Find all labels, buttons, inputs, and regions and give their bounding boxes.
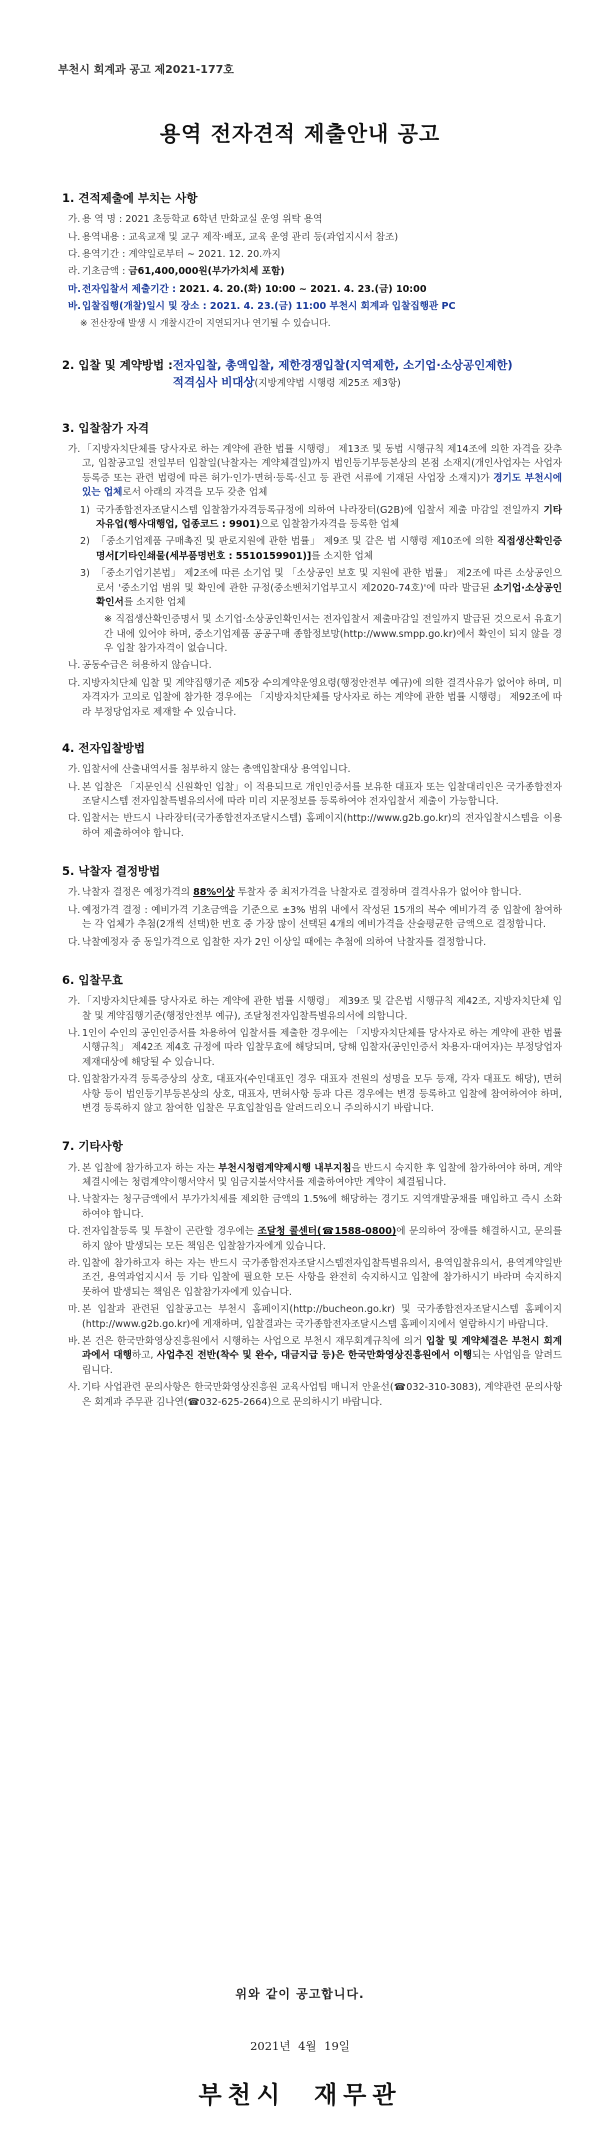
threshold-percent: 88%이상 xyxy=(193,887,235,899)
section-3-title: 3. 입찰참가 자격 xyxy=(62,420,150,435)
s1-item-da: 다. 용역기간 : 계약일로부터 ∼ 2021. 12. 20.까지 xyxy=(68,249,281,261)
s3-sub-3: 3) 「중소기업기본법」 제2조에 따른 소기업 및 「소상공인 보호 및 지원에 관한 법률」 제2조에 따른 소상공인으로서 '중소기업 범위 및 확인에 관한 규정(중소벤처기업부고시 제2020-74호)'에 따라 발급된 소기업·소상공인확인서를 소지한 업체 xyxy=(80,568,562,608)
s4-item-na: 나. 본 입찰은 「지문인식 신원확인 입찰」이 적용되므로 개인인증서를 보유한 대표자 또는 입찰대리인은 국가종합전자조달시스템 전자입찰특별유의서에 따라 미리 지문정보를 등록하여야 전자입찰서 제출이 가능합니다. xyxy=(68,781,562,808)
s5-item-na: 나. 예정가격 결정 : 예비가격 기초금액을 기준으로 ±3% 범위 내에서 작성된 15개의 복수 예비가격 중 입찰에 참여하는 각 업체가 추첨(2개씩 선택)한 번호 중 가장 많이 선택된 4개의 예비가격을 산술평균한 금액으로 결정합니다. xyxy=(68,904,562,931)
s7-item-da: 다. 전자입찰등록 및 투찰이 곤란할 경우에는 조달청 콜센터(☎1588-0800)에 문의하여 장애를 해결하시고, 문의를 하지 않아 발생되는 모든 책임은 입찰참가자에게 있습니다. xyxy=(68,1226,562,1252)
s6-item-ga: 가. 「지방자치단체를 당사자로 하는 계약에 관한 법률 시행령」 제39조 및 같은법 시행규칙 제42조, 지방자치단체 입찰 및 계약집행기준(행정안전부 예규), 조달청전자입찰특별유의서에 의합니다. xyxy=(68,996,562,1022)
section-2-title: 2. 입찰 및 계약방법 : 전자입찰, 총액입찰, 제한경쟁입찰(지역제한, 소기업·소상공인제한) 적격심사 비대상(지방계약법 시행령 제25조 제3항) xyxy=(62,358,513,390)
notice-date: 2021년 4월 19일 xyxy=(250,2039,350,2053)
s3-sub-2: 2) 「중소기업제품 구매촉진 및 판로지원에 관한 법률」 제9조 및 같은 법 시행령 제10조에 의한 직접생산확인증명서[기타인쇄물(세부품명번호 : 5510159901)]를 소지한 업체 xyxy=(80,536,562,562)
s1-item-na: 나. 용역내용 : 교육교재 및 교구 제작·배포, 교육 운영 관리 등(과업지시서 참조) xyxy=(68,231,399,243)
closing-statement: 위와 같이 공고합니다. xyxy=(235,1987,365,2001)
s3-item-na: 나. 공동수급은 허용하지 않습니다. xyxy=(68,660,212,672)
s3-item-da: 다. 지방자치단체 입찰 및 계약집행기준 제5장 수의계약운영요령(행정안전부 예규)에 의한 결격사유가 없어야 하며, 미자격자가 고의로 입찰에 참가한 경우에는 「지방자치단체를 당사자로 하는 계약에 관한 법률 시행령」 제92조에 따라 부정당업자로 제재할 수 있습니다. xyxy=(68,677,562,718)
s1-item-ba: 바. 입찰집행(개찰)일시 및 장소 : 2021. 4. 23.(금) 11:00 부천시 회계과 입찰집행관 PC xyxy=(68,301,456,313)
notice-body xyxy=(62,190,562,1413)
s1-item-ra: 라. 기초금액 : 금61,400,000원(부가가치세 포함) xyxy=(68,266,285,278)
s4-item-ga: 가. 입찰서에 산출내역서를 첨부하지 않는 총액입찰대상 용역입니다. xyxy=(68,764,351,776)
contract-method: 전자입찰, 총액입찰, 제한경쟁입찰(지역제한, 소기업·소상공인제한) xyxy=(172,358,513,373)
notice-number: 부천시 회계과 공고 제2021-177호 xyxy=(58,63,234,76)
s7-item-ga: 가. 본 입찰에 참가하고자 하는 자는 부천시청렴계약제시행 내부지침을 반드시 숙지한 후 입찰에 참가하여야 하며, 계약 체결시에는 청렴계약이행서약서 및 임금지불서약서를 제출하여야만 계약이 체결됩니다. xyxy=(68,1162,562,1189)
s7-item-sa: 사. 기타 사업관련 문의사항은 한국만화영상진흥원 교육사업팀 매니저 안윤선(☎032-310-3083), 계약관련 문의사항은 회계과 주무관 김나연(☎032-625-2664)으로 문의하시기 바랍니다. xyxy=(68,1382,562,1408)
s1-note: ※ 전산장애 발생 시 개찰시간이 지연되거나 연기될 수 있습니다. xyxy=(80,318,331,329)
s7-item-ma: 마. 본 입찰과 관련된 입찰공고는 부천시 홈페이지(http://bucheon.go.kr) 및 국가종합전자조달시스템 홈페이지(http://www.g2b.go.kr)에 게재하며, 입찰결과는 국가종합전자조달시스템 홈페이지에서 열람하시기 바랍니다. xyxy=(68,1304,562,1330)
s6-item-na: 나. 1인이 수인의 공인인증서를 차용하여 입찰서를 제출한 경우에는 「지방자치단체를 당사자로 하는 계약에 관한 법률 시행규칙」 제42조 제4호 규정에 따라 입찰무효에 해당되며, 당해 입찰자(공인인증서 차용자·대여자)는 부정당업자 제재대상에 해당될 수 있습니다. xyxy=(68,1028,562,1068)
section-1-title: 1. 견적제출에 부치는 사항 xyxy=(62,191,198,205)
s7-item-ba: 바. 본 건은 한국만화영상진흥원에서 시행하는 사업으로 부천시 재무회계규칙에 의거 입찰 및 계약체결은 부천시 회계과에서 대행하고, 사업추진 전반(착수 및 완수, 대금지급 등)은 한국만화영상진흥원에서 이행되는 사업임을 알려드립니다. xyxy=(68,1335,562,1376)
callcenter-phone: 조달청 콜센터(☎1588-0800) xyxy=(257,1226,397,1238)
s7-item-na: 나. 낙찰자는 청구금액에서 부가가치세를 제외한 금액의 1.5%에 해당하는 경기도 지역개발공채를 매입하고 즉시 소화하여야 합니다. xyxy=(68,1194,562,1220)
s3-sub-1: 1) 국가종합전자조달시스템 입찰참가자격등록규정에 의하여 나라장터(G2B)에 입찰서 제출 마감일 전일까지 기타자유업(행사대행업, 업종코드 : 9901)으로 입찰참가자격을 등록한 업체 xyxy=(80,504,562,530)
s3-note: ※ 직접생산확인증명서 및 소기업·소상공인확인서는 전자입찰서 제출마감일 전일까지 발급된 것으로서 유효기간 내에 있어야 하며, 중소기업제품 공공구매 종합정보망(http://www.smpp.go.kr)에서 확인이 되지 않을 경우 입찰 참가자격이 없습니다. xyxy=(104,614,562,655)
s1-item-ga: 가. 용 역 명 : 2021 초등학교 6학년 만화교실 운영 위탁 용역 xyxy=(68,214,323,226)
submission-period: 2021. 4. 20.(화) 10:00 ∼ 2021. 4. 23.(금) 10:00 xyxy=(179,283,427,295)
s1-item-ma: 마. 전자입찰서 제출기간 : 2021. 4. 20.(화) 10:00 ∼ 2021. 4. 23.(금) 10:00 xyxy=(68,283,427,295)
page-title: 용역 전자견적 제출안내 공고 xyxy=(159,122,441,146)
s6-item-da: 다. 입찰참가자격 등록증상의 상호, 대표자(수인대표인 경우 대표자 전원의 성명을 모두 등재, 각자 대표도 해당), 면허사항 등이 법인등기부등본상의 상호, 대표자, 면허사항 등과 다른 경우에는 변경 등록하고 입찰에 참여하여야 하며, 변경 등록하지 않고 참여한 입찰은 무효입찰임을 알려드리오니 주의하시기 바랍니다. xyxy=(68,1074,562,1115)
section-6-title: 6. 입찰무효 xyxy=(62,973,123,988)
s4-item-da: 다. 입찰서는 반드시 나라장터(국가종합전자조달시스템) 홈페이지(http://www.g2b.go.kr)의 전자입찰시스템을 이용하여 제출하여야 합니다. xyxy=(68,813,562,839)
section-7-title: 7. 기타사항 xyxy=(62,1139,123,1154)
opening-schedule: 2021. 4. 23.(금) 11:00 부천시 회계과 입찰집행관 PC xyxy=(209,301,456,313)
section-5-title: 5. 낙찰자 결정방법 xyxy=(62,864,161,879)
s5-item-da: 다. 낙찰예정자 중 동일가격으로 입찰한 자가 2인 이상일 때에는 추첨에 의하여 낙찰자를 결정합니다. xyxy=(68,936,487,948)
s3-item-ga: 가. 「지방자치단체를 당사자로 하는 계약에 관한 법률 시행령」 제13조 및 동법 시행규칙 제14조에 의한 자격을 갖추고, 입찰공고일 전일부터 입찰일(낙찰자는 계약체결일)까지 법인등기부등본상의 본점 소재지(개인사업자는 사업자등록증 또는 관련 법령에 따른 허가·인가·면허·등록·신고 등 관련 서류에 기재된 사업장 소재지)가 경기도 부천시에 있는 업체로서 아래의 자격을 모두 갖춘 업체 xyxy=(68,443,563,499)
signature: 부천시 재무관 xyxy=(198,2081,402,2109)
section-4-title: 4. 전자입찰방법 xyxy=(62,741,146,756)
base-amount: 금61,400,000원(부가가치세 포함) xyxy=(128,266,285,278)
s5-item-ga: 가. 낙찰자 결정은 예정가격의 88%이상 투찰자 중 최저가격을 낙찰자로 결정하며 결격사유가 없어야 합니다. xyxy=(68,887,522,899)
s7-item-ra: 라. 입찰에 참가하고자 하는 자는 반드시 국가종합전자조달시스템전자입찰특별유의서, 용역입찰유의서, 용역계약일반조건, 용역과업지시서 등 기타 입찰에 필요한 모든 사항을 완전히 숙지하시고 입찰에 참가하시기 바라며 숙지하지 못하여 발생되는 책임은 입찰참가자에게 있습니다. xyxy=(68,1258,562,1298)
